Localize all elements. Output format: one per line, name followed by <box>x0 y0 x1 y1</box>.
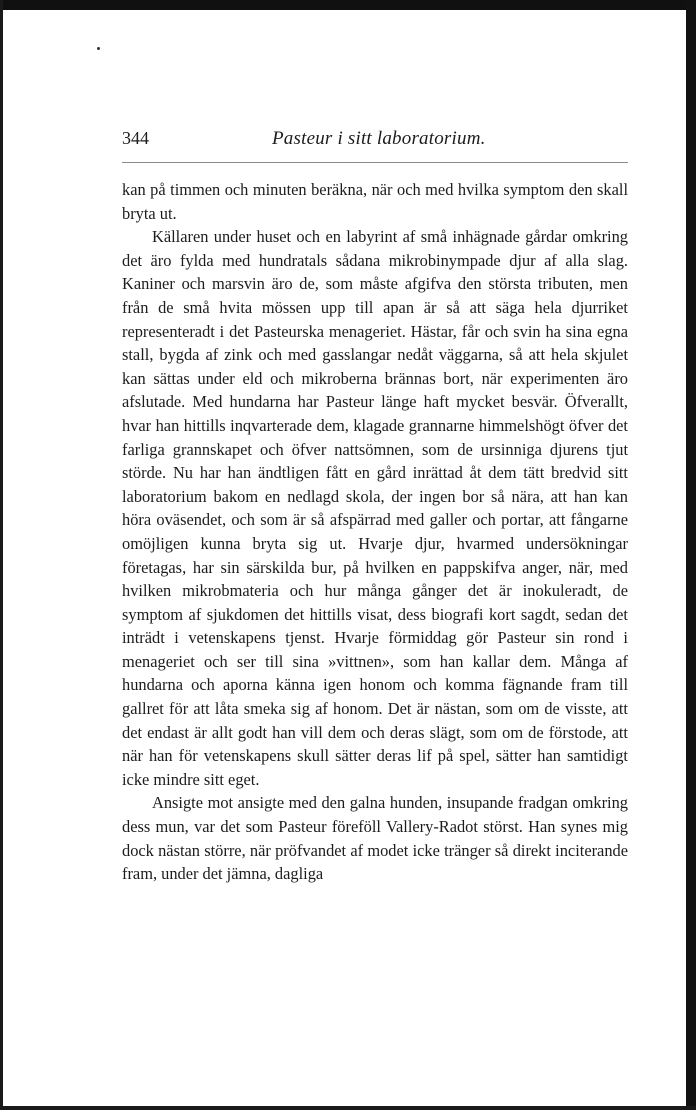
page-number: 344 <box>122 128 149 148</box>
scan-border-left <box>0 0 3 1110</box>
paragraph: Ansigte mot ansigte med den galna hunden, insupande fradgan omkring dess mun, var det som Pasteur föreföll Vallery-Radot störst. Han synes mig dock nästan större, när pröfvandet af modet icke tränger så direkt inciterande fram, under det jämna, dagliga <box>122 793 628 884</box>
scan-speck <box>97 47 100 50</box>
scan-border-top <box>0 0 696 10</box>
paragraph-continued: kan på timmen och minuten beräkna, när och med hvilka symptom den skall bryta ut. <box>122 180 628 223</box>
scan-border-right <box>686 0 696 1110</box>
paragraph: Källaren under huset och en labyrint af små inhägnade gårdar omkring det äro fylda med hundratals sådana mikrobinympade djur af alla slag. Kaniner och marsvin äro de, som måste afgifva den största tributen, men från de små hvita mössen upp till apan är så att säga hela djurriket representeradt i det Pasteurska menageriet. Hästar, får och svin ha sina egna stall, bygda af zink och med gasslangar nedåt väggarna, så att hela skjulet kan sättas under eld och mikroberna brännas bort, när experimenten äro afslutade. Med hundarna har Pasteur länge haft mycket besvär. Öfverallt, hvar han hittills inqvarterade dem, klagade grannarne himmelshögt öfver det farliga grannskapet och öfver nattsömnen, som de ursinniga djurens tjut störde. Nu har han ändtligen fått en gård inrättad åt dem tätt bredvid sitt laboratorium bakom en nedlagd skola, der ingen bor så nära, att han kan höra oväsendet, och som är så afspärrad med galler och portar, att fångarne omöjligen kunna bryta sig ut. Hvarje djur, hvarmed undersökningar företagas, har sin särskilda bur, på hvilken en pappskifva anger, när, med hvilken mikrobmateria och hur många gånger det är inokuleradt, de symptom af sjukdomen det hittills visat, dess biografi kort sagdt, sedan det inträdt i vetenskapens tjenst. Hvarje förmiddag gör Pasteur sin rond i menageriet och ser till sina »vittnen», som han kallar dem. Många af hundarna och aporna känna igen honom och komma fägnande fram till gallret för att låta smeka sig af honom. Det är nästan, som om de visste, att det endast är allt godt han vill dem och deras slägt, som om de förstode, att när han för vetenskapens skull sätter deras lif på spel, sätter han samtidigt icke mindre sitt eget. <box>122 227 628 789</box>
header-rule <box>122 162 628 163</box>
scan-border-bottom <box>0 1106 696 1110</box>
body-text <box>122 178 628 886</box>
running-head: Pasteur i sitt laboratorium. <box>272 128 486 149</box>
page-header <box>122 128 628 156</box>
